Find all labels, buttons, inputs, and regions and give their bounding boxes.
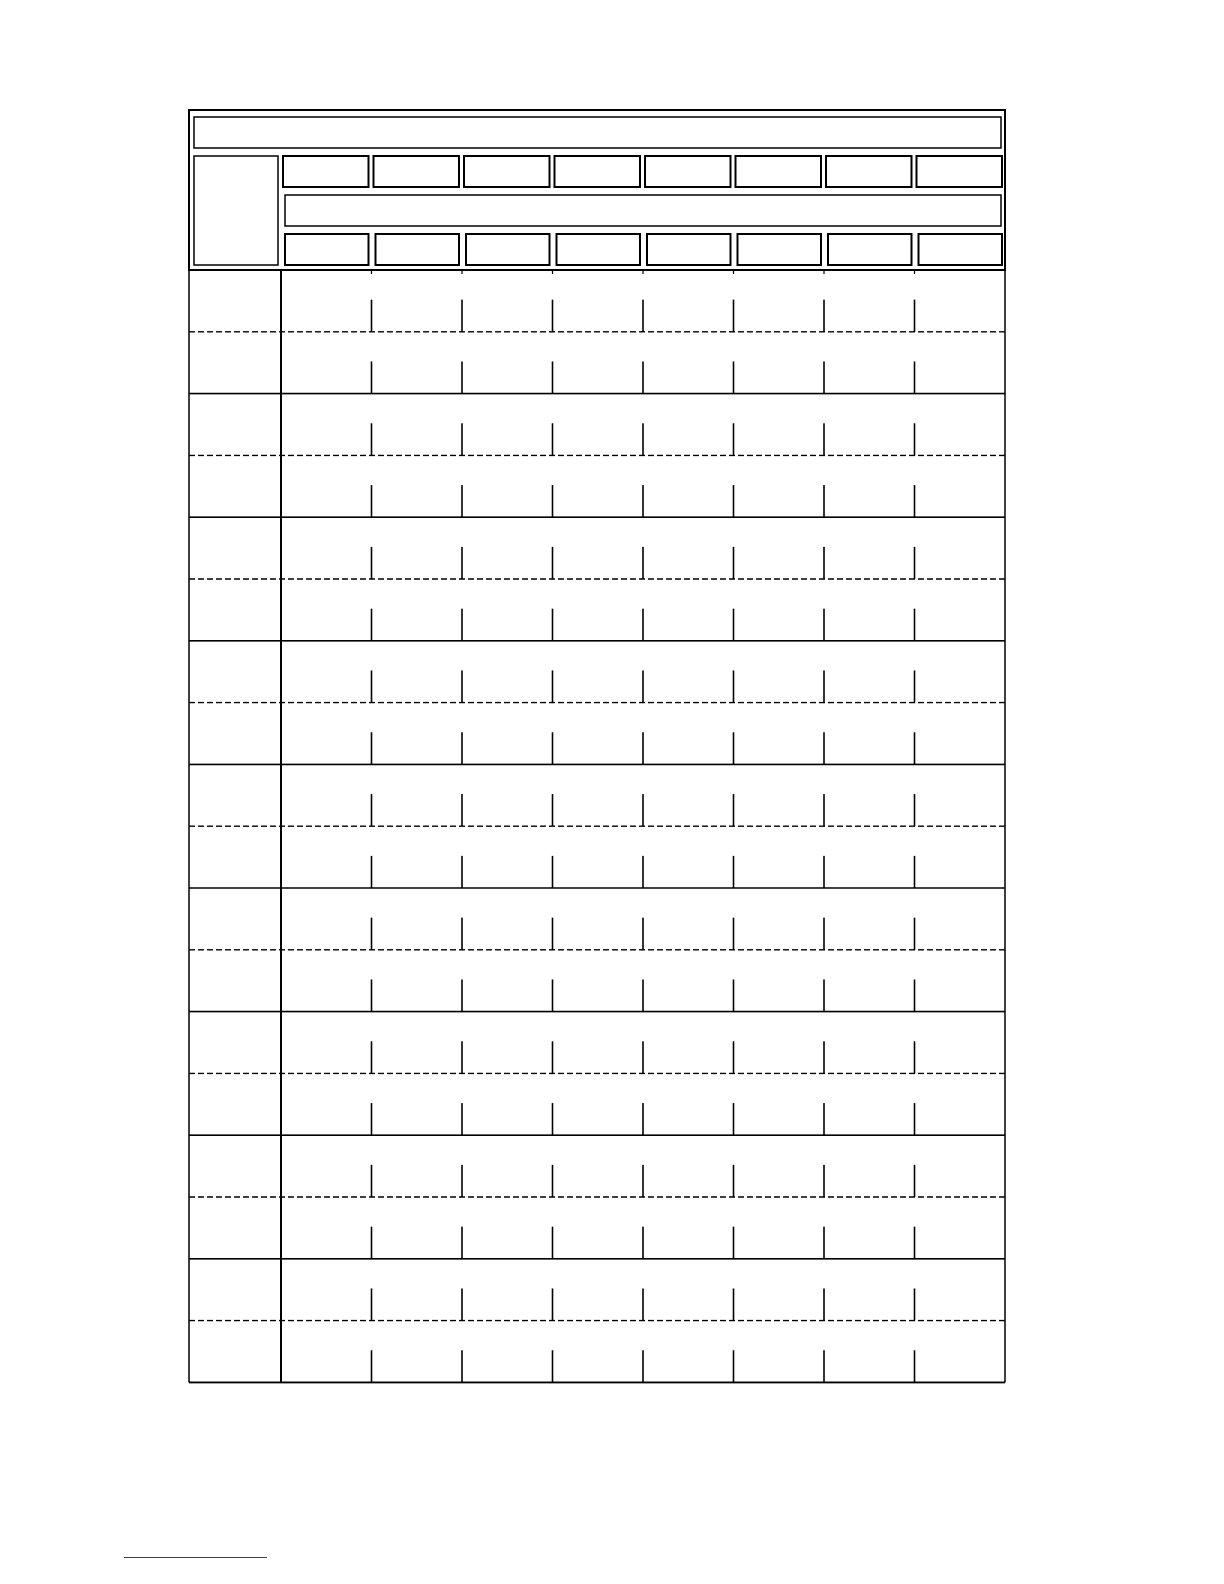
form-cell[interactable] <box>826 334 913 392</box>
form-cell[interactable] <box>464 828 551 886</box>
form-cell[interactable] <box>283 457 370 515</box>
form-cell[interactable] <box>736 643 823 701</box>
form-cell[interactable] <box>736 334 823 392</box>
form-cell[interactable] <box>826 1323 913 1381</box>
form-cell[interactable] <box>645 272 732 330</box>
form-cell[interactable] <box>464 1075 551 1133</box>
form-cell[interactable] <box>283 705 370 763</box>
subtitle-box <box>285 195 1001 226</box>
column-header-bottom-box <box>376 234 460 265</box>
form-cell[interactable] <box>736 1014 823 1072</box>
form-cell[interactable] <box>283 1014 370 1072</box>
form-cell[interactable] <box>826 1014 913 1072</box>
form-cell[interactable] <box>736 1137 823 1195</box>
form-cell[interactable] <box>826 581 913 639</box>
column-header-top-box <box>645 156 731 187</box>
form-cell[interactable] <box>283 1075 370 1133</box>
form-cell[interactable] <box>645 1261 732 1319</box>
form-cell[interactable] <box>826 1137 913 1195</box>
table-row <box>189 334 1005 394</box>
form-cell[interactable] <box>374 334 461 392</box>
form-cell[interactable] <box>645 334 732 392</box>
table-header <box>189 110 1005 270</box>
table-row <box>189 396 1005 456</box>
table-row <box>189 766 1005 826</box>
form-cell[interactable] <box>374 457 461 515</box>
table-row <box>189 581 1005 641</box>
column-header-bottom-box <box>285 234 369 265</box>
title-box <box>194 117 1001 148</box>
form-cell[interactable] <box>826 1199 913 1257</box>
form-cell[interactable] <box>283 766 370 824</box>
form-cell[interactable] <box>645 766 732 824</box>
form-cell[interactable] <box>736 705 823 763</box>
form-cell[interactable] <box>555 334 642 392</box>
table-row <box>189 952 1005 1012</box>
form-cell[interactable] <box>464 643 551 701</box>
column-header-top-box <box>826 156 912 187</box>
form-cell[interactable] <box>826 952 913 1010</box>
form-cell[interactable] <box>555 890 642 948</box>
form-cell[interactable] <box>645 1199 732 1257</box>
form-cell[interactable] <box>374 1199 461 1257</box>
form-cell[interactable] <box>283 396 370 454</box>
form-cell[interactable] <box>645 643 732 701</box>
form-cell[interactable] <box>374 1075 461 1133</box>
form-cell[interactable] <box>374 1014 461 1072</box>
form-cell[interactable] <box>464 1323 551 1381</box>
form-cell[interactable] <box>826 457 913 515</box>
table-row <box>189 1199 1005 1259</box>
form-cell[interactable] <box>917 272 1004 330</box>
form-cell[interactable] <box>645 890 732 948</box>
form-cell[interactable] <box>555 1199 642 1257</box>
form-cell[interactable] <box>645 457 732 515</box>
form-cell[interactable] <box>283 272 370 330</box>
column-header-top-box <box>283 156 369 187</box>
form-cell[interactable] <box>283 890 370 948</box>
form-cell[interactable] <box>374 828 461 886</box>
form-cell[interactable] <box>917 1323 1004 1381</box>
column-header-top-box <box>464 156 550 187</box>
form-cell[interactable] <box>464 890 551 948</box>
form-cell[interactable] <box>283 519 370 577</box>
form-cell[interactable] <box>555 272 642 330</box>
form-cell[interactable] <box>917 1075 1004 1133</box>
form-cell[interactable] <box>283 952 370 1010</box>
form-cell[interactable] <box>374 766 461 824</box>
form-cell[interactable] <box>917 1014 1004 1072</box>
form-cell[interactable] <box>555 1261 642 1319</box>
form-cell[interactable] <box>374 890 461 948</box>
column-header-top-box <box>555 156 641 187</box>
form-cell[interactable] <box>374 272 461 330</box>
form-cell[interactable] <box>464 396 551 454</box>
form-cell[interactable] <box>917 396 1004 454</box>
column-header-bottom-box <box>738 234 822 265</box>
form-cell[interactable] <box>464 519 551 577</box>
column-header-bottom-box <box>466 234 550 265</box>
form-cell[interactable] <box>374 519 461 577</box>
table-row <box>189 705 1005 765</box>
form-cell[interactable] <box>736 952 823 1010</box>
form-cell[interactable] <box>917 643 1004 701</box>
form-cell[interactable] <box>464 766 551 824</box>
form-cell[interactable] <box>645 828 732 886</box>
form-cell[interactable] <box>826 272 913 330</box>
table-row <box>189 457 1005 517</box>
form-cell[interactable] <box>283 1323 370 1381</box>
table-row <box>189 890 1005 950</box>
form-cell[interactable] <box>645 1075 732 1133</box>
form-cell[interactable] <box>283 1137 370 1195</box>
form-cell[interactable] <box>374 643 461 701</box>
form-cell[interactable] <box>555 828 642 886</box>
form-cell[interactable] <box>645 396 732 454</box>
form-cell[interactable] <box>645 952 732 1010</box>
form-cell[interactable] <box>736 457 823 515</box>
form-cell[interactable] <box>917 581 1004 639</box>
form-cell[interactable] <box>374 396 461 454</box>
table-row <box>189 1323 1005 1383</box>
table-row <box>189 828 1005 888</box>
column-header-bottom-box <box>828 234 912 265</box>
form-cell[interactable] <box>464 705 551 763</box>
form-cell[interactable] <box>736 1261 823 1319</box>
form-cell[interactable] <box>736 1323 823 1381</box>
form-cell[interactable] <box>374 1137 461 1195</box>
form-cell[interactable] <box>374 581 461 639</box>
form-cell[interactable] <box>917 828 1004 886</box>
footer-link[interactable] <box>124 1557 267 1558</box>
column-header-bottom-box <box>919 234 1003 265</box>
form-cell[interactable] <box>283 1261 370 1319</box>
form-cell[interactable] <box>826 766 913 824</box>
form-cell[interactable] <box>917 457 1004 515</box>
form-cell[interactable] <box>555 1075 642 1133</box>
form-cell[interactable] <box>464 457 551 515</box>
table-row <box>189 270 1005 332</box>
form-cell[interactable] <box>283 1199 370 1257</box>
form-cell[interactable] <box>555 396 642 454</box>
form-cell[interactable] <box>917 952 1004 1010</box>
form-cell[interactable] <box>826 396 913 454</box>
header-frame <box>189 110 1005 270</box>
form-cell[interactable] <box>736 581 823 639</box>
form-cell[interactable] <box>917 1261 1004 1319</box>
table-row <box>189 1137 1005 1197</box>
form-cell[interactable] <box>464 1137 551 1195</box>
form-cell[interactable] <box>374 1323 461 1381</box>
form-cell[interactable] <box>917 1137 1004 1195</box>
form-cell[interactable] <box>555 457 642 515</box>
form-cell[interactable] <box>826 1075 913 1133</box>
form-cell[interactable] <box>464 1199 551 1257</box>
form-cell[interactable] <box>645 1137 732 1195</box>
form-cell[interactable] <box>917 766 1004 824</box>
form-cell[interactable] <box>464 1014 551 1072</box>
form-cell[interactable] <box>464 334 551 392</box>
form-cell[interactable] <box>826 828 913 886</box>
form-cell[interactable] <box>555 705 642 763</box>
form-cell[interactable] <box>826 519 913 577</box>
form-cell[interactable] <box>826 643 913 701</box>
form-cell[interactable] <box>555 581 642 639</box>
form-cell[interactable] <box>826 705 913 763</box>
form-cell[interactable] <box>736 890 823 948</box>
form-cell[interactable] <box>736 766 823 824</box>
form-cell[interactable] <box>555 643 642 701</box>
form-cell[interactable] <box>283 334 370 392</box>
form-cell[interactable] <box>826 1261 913 1319</box>
form-cell[interactable] <box>555 952 642 1010</box>
form-cell[interactable] <box>283 581 370 639</box>
column-header-top-box <box>736 156 822 187</box>
form-cell[interactable] <box>917 890 1004 948</box>
form-cell[interactable] <box>736 1075 823 1133</box>
form-cell[interactable] <box>736 519 823 577</box>
form-cell[interactable] <box>826 890 913 948</box>
form-cell[interactable] <box>464 1261 551 1319</box>
form-cell[interactable] <box>555 1323 642 1381</box>
form-cell[interactable] <box>736 1199 823 1257</box>
form-cell[interactable] <box>736 272 823 330</box>
form-cell[interactable] <box>374 952 461 1010</box>
form-cell[interactable] <box>736 828 823 886</box>
table-body <box>189 270 1005 1382</box>
form-cell[interactable] <box>464 952 551 1010</box>
column-header-bottom-box <box>647 234 731 265</box>
form-cell[interactable] <box>374 705 461 763</box>
table-row <box>189 1014 1005 1074</box>
form-cell[interactable] <box>645 705 732 763</box>
column-header-top-box <box>917 156 1003 187</box>
form-cell[interactable] <box>555 519 642 577</box>
form-cell[interactable] <box>555 1014 642 1072</box>
form-cell[interactable] <box>283 643 370 701</box>
form-cell[interactable] <box>917 1199 1004 1257</box>
table-row <box>189 1261 1005 1321</box>
form-cell[interactable] <box>917 705 1004 763</box>
column-header-bottom-box <box>557 234 641 265</box>
form-cell[interactable] <box>917 334 1004 392</box>
table-row <box>189 519 1005 579</box>
form-cell[interactable] <box>374 1261 461 1319</box>
form-cell[interactable] <box>645 581 732 639</box>
form-cell[interactable] <box>283 828 370 886</box>
form-cell[interactable] <box>555 766 642 824</box>
table-row <box>189 1075 1005 1135</box>
form-cell[interactable] <box>645 519 732 577</box>
form-cell[interactable] <box>645 1323 732 1381</box>
form-cell[interactable] <box>464 272 551 330</box>
table-row <box>189 643 1005 703</box>
column-header-top-box <box>374 156 460 187</box>
form-cell[interactable] <box>917 519 1004 577</box>
form-cell[interactable] <box>736 396 823 454</box>
form-cell[interactable] <box>555 1137 642 1195</box>
form-cell[interactable] <box>464 581 551 639</box>
form-cell[interactable] <box>645 1014 732 1072</box>
row-label-header-box <box>194 156 278 265</box>
